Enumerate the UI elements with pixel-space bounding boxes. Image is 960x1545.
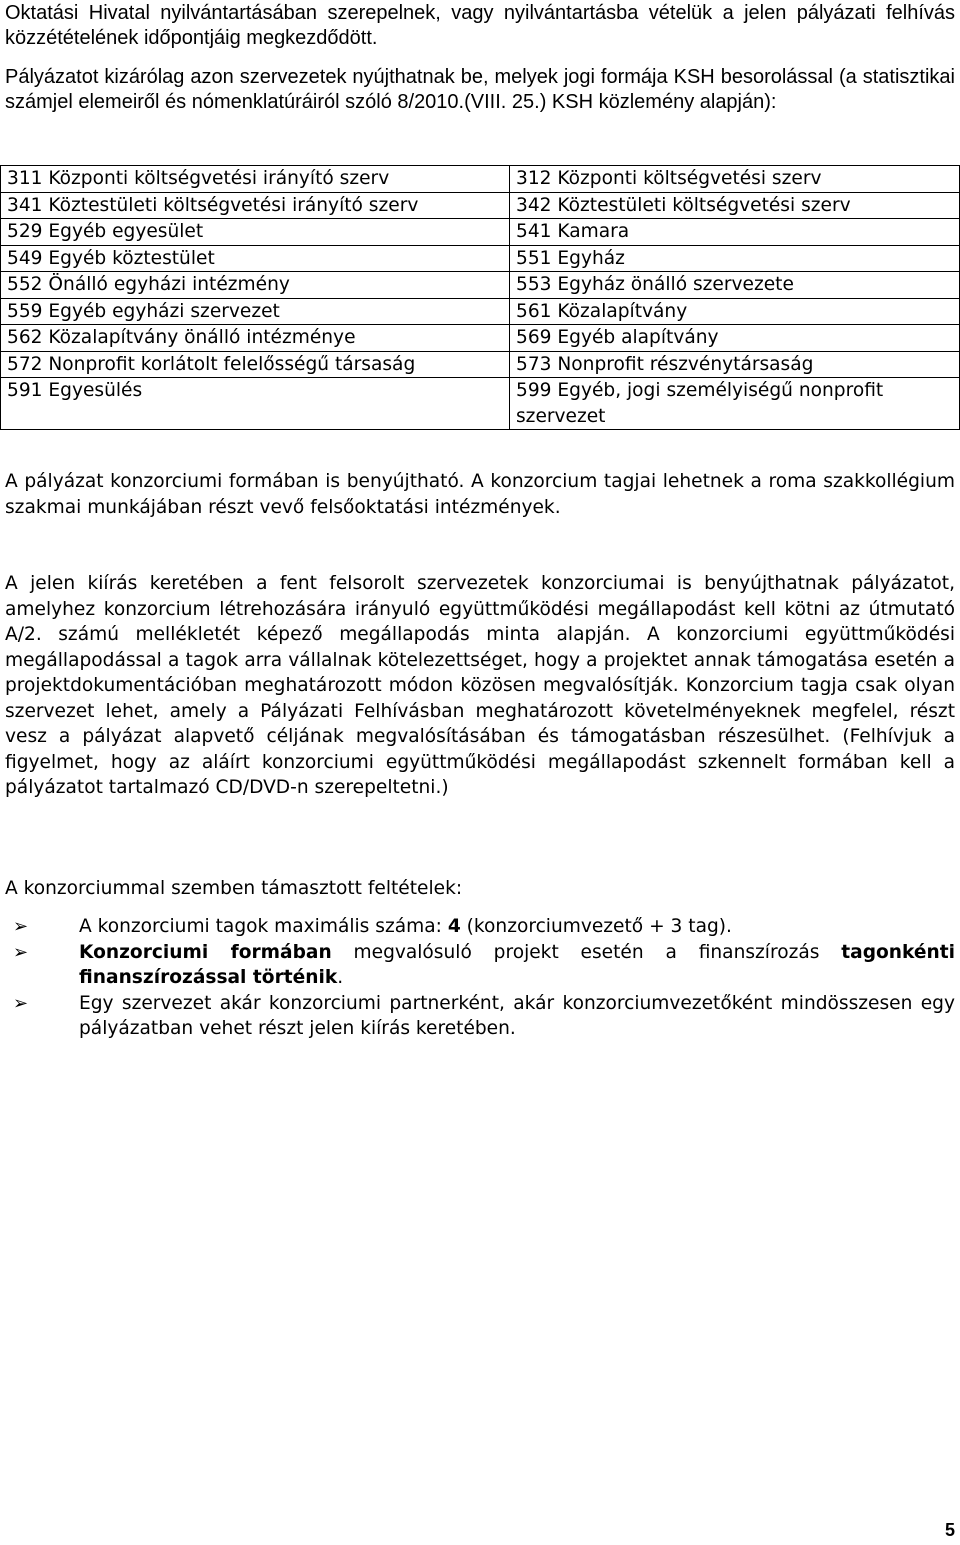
- organization-type-table-body: [1, 166, 960, 430]
- table-row: [1, 245, 960, 272]
- table-cell: 559 Egyéb egyházi szervezet: [1, 298, 510, 325]
- organization-type-table: [0, 165, 960, 430]
- conditions-list-item: [5, 940, 955, 991]
- table-cell: 541 Kamara: [510, 219, 960, 246]
- arrow-bullet-icon: ➢: [13, 941, 29, 963]
- conditions-list-item: [5, 991, 955, 1042]
- table-cell: 312 Központi költségvetési szerv: [510, 166, 960, 193]
- condition-text: .: [337, 967, 344, 988]
- consortium-paragraph-1: A pályázat konzorciumi formában is benyújtható. A konzorcium tagjai lehetnek a roma szakkollégium szakmai munkájában részt vevő felsőoktatási intézmények.: [5, 471, 955, 518]
- conditions-list-item: [5, 914, 955, 940]
- table-cell: 553 Egyház önálló szervezete: [510, 272, 960, 299]
- arrow-bullet-icon: ➢: [13, 916, 29, 937]
- table-cell: 311 Központi költségvetési irányító szerv: [1, 166, 510, 193]
- table-cell: 573 Nonprofit részvénytársaság: [510, 351, 960, 378]
- table-row: [1, 219, 960, 246]
- table-cell: 561 Közalapítvány: [510, 298, 960, 325]
- conditions-title: A konzorciummal szemben támasztott feltételek:: [5, 878, 463, 899]
- table-cell: 341 Köztestületi költségvetési irányító szerv: [1, 192, 510, 219]
- table-cell: 562 Közalapítvány önálló intézménye: [1, 325, 510, 352]
- table-cell: 599 Egyéb, jogi személyiségű nonprofit szervezet: [510, 378, 960, 430]
- condition-text: megvalósuló projekt esetén a finanszírozás: [331, 941, 842, 963]
- table-cell: 549 Egyéb köztestület: [1, 245, 510, 272]
- table-cell: 572 Nonprofit korlátolt felelősségű társaság: [1, 351, 510, 378]
- table-cell: 552 Önálló egyházi intézmény: [1, 272, 510, 299]
- condition-bold-text: 4: [447, 916, 461, 937]
- intro-paragraph-1: Oktatási Hivatal nyilvántartásában szerepelnek, vagy nyilvántartásba vételük a jelen pályázati felhívás közzétételének időpontjáig megkezdődött.: [5, 2, 955, 49]
- condition-text: Egy szervezet akár konzorciumi partnerként, akár konzorciumvezetőként mindösszesen egy pályázatban vehet részt jelen kiírás keretében.: [79, 992, 955, 1039]
- table-cell: 529 Egyéb egyesület: [1, 219, 510, 246]
- condition-text: A konzorciumi tagok maximális száma:: [79, 916, 448, 937]
- arrow-bullet-icon: ➢: [13, 992, 29, 1014]
- table-cell: 342 Köztestületi költségvetési szerv: [510, 192, 960, 219]
- table-row: [1, 325, 960, 352]
- condition-bold-text: tagonkénti finanszírozással történik: [79, 941, 955, 988]
- table-cell: 569 Egyéb alapítvány: [510, 325, 960, 352]
- table-row: [1, 378, 960, 430]
- table-cell: 551 Egyház: [510, 245, 960, 272]
- table-row: [1, 192, 960, 219]
- conditions-list: [5, 914, 955, 1042]
- intro-paragraph-2: Pályázatot kizárólag azon szervezetek nyújthatnak be, melyek jogi formája KSH besorolással (a statisztikai számjel elemeiről és nómenklatúráiról szóló 8/2010.(VIII. 25.) KSH közlemény alapján):: [5, 66, 955, 113]
- consortium-paragraph-2: A jelen kiírás keretében a fent felsorolt szervezetek konzorciumai is benyújthatnak pályázatot, amelyhez konzorcium létrehozására irányuló együttműködési megállapodást kell kötni az útmutató A/2. számú mellékletét képező megállapodás minta alapján. A konzorciumi együttműködési megállapodással a tagok arra vállalnak kötelezettséget, hogy a projektet annak támogatása esetén a projektdokumentációban meghatározott módon közösen megvalósítják. Konzorcium tagja csak olyan szervezet lehet, amely a Pályázati Felhívásban meghatározott követelményeknek megfelel, részt vesz a pályázat alapvető céljának megvalósításában és támogatásban részesülhet. (Felhívjuk a figyelmet, hogy az aláírt konzorciumi együttműködési megállapodást szkennelt formában kell a pályázatot tartalmazó CD/DVD-n szerepeltetni.): [5, 573, 955, 798]
- table-row: [1, 272, 960, 299]
- table-row: [1, 351, 960, 378]
- condition-bold-text: Konzorciumi formában: [79, 941, 332, 963]
- table-row: [1, 298, 960, 325]
- page-number: 5: [944, 1520, 955, 1540]
- table-row: [1, 166, 960, 193]
- condition-text: (konzorciumvezető + 3 tag).: [460, 916, 732, 937]
- table-cell: 591 Egyesülés: [1, 378, 510, 430]
